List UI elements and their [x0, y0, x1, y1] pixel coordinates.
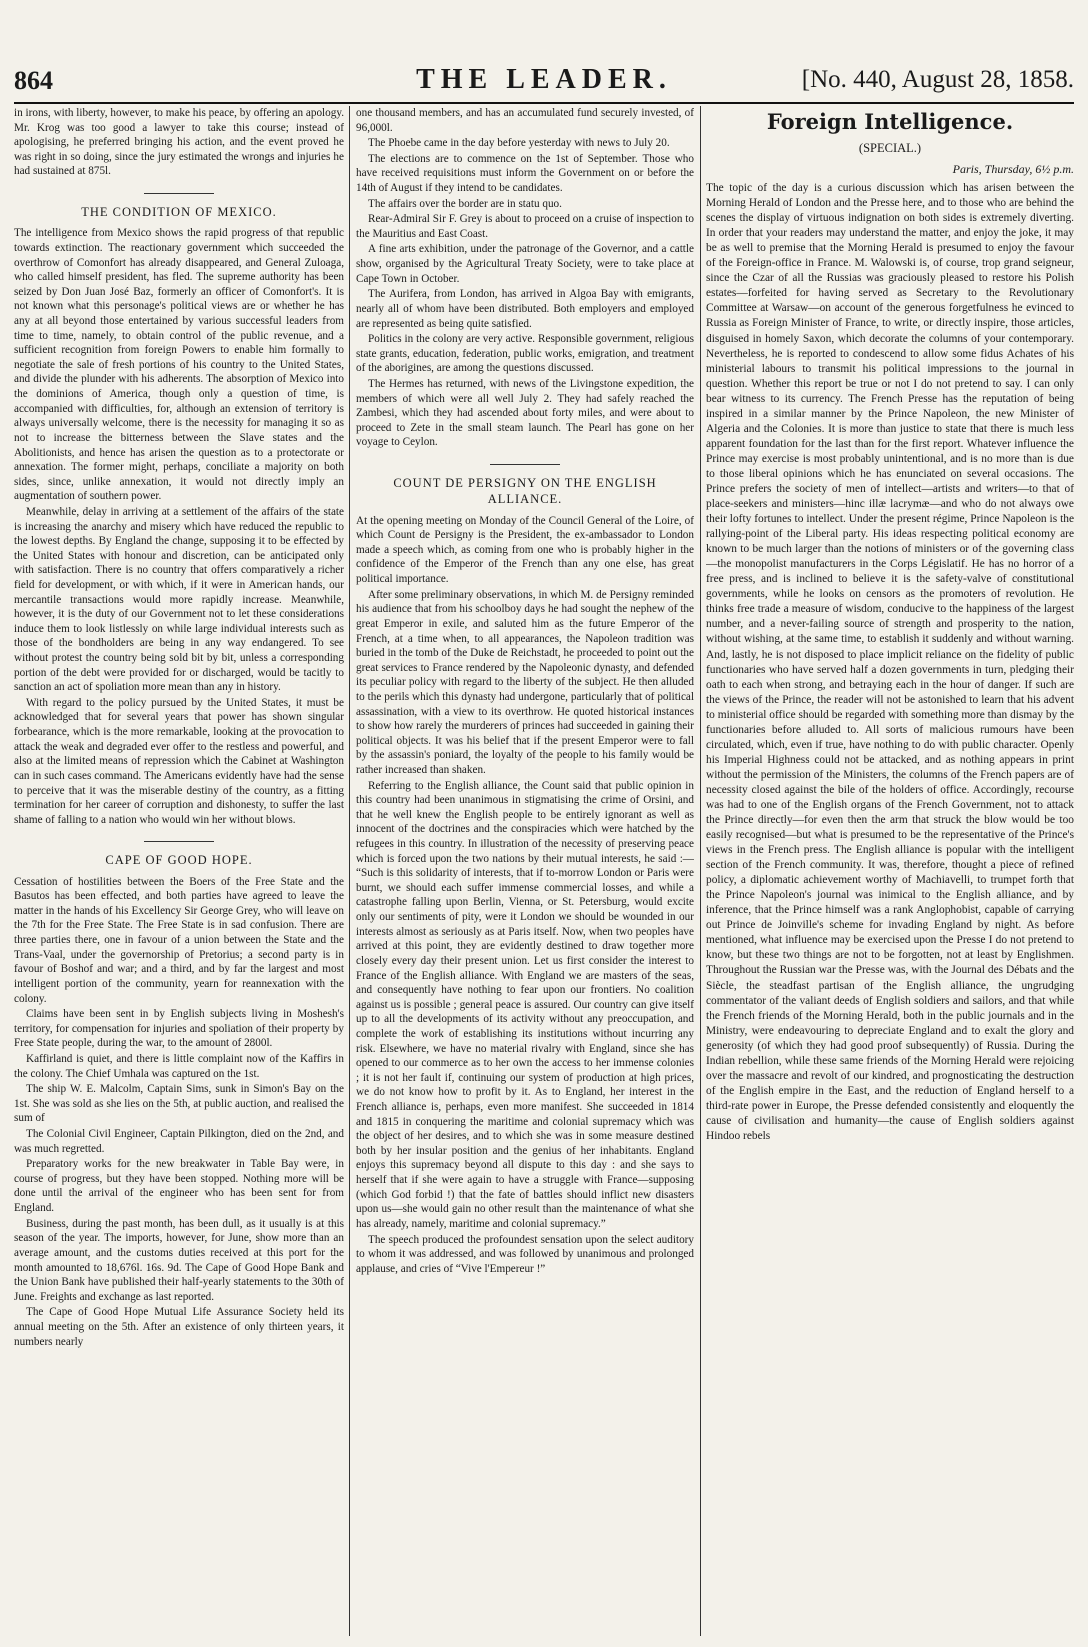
paragraph: Meanwhile, delay in arriving at a settlement of the affairs of the state is increasing the anarchy and misery which have reduced the republic to the lowest depths. By England the change, supposing it to be effected by the United States with honour and discretion, can be anticipated only with satisfaction. There is no country that offers comparatively a richer field for development, or with which, if it were in American hands, our mercantile transactions would more rapidly increase. Meanwhile, however, it is the duty of our Government not to let these considerations induce them to look listlessly on while large individual interests such as those of the bondholders are being in any way endangered. To see without protest the country being sold bit by bit, unless a corresponding portion of the debt were provided for or discharged, would be tacitly to sanction an act of spoliation more mean than any in history.	[14, 505, 344, 694]
newspaper-title: THE LEADER.	[416, 64, 672, 95]
page-number: 864	[14, 66, 53, 95]
heading-mexico: THE CONDITION OF MEXICO.	[81, 205, 277, 220]
column-rule	[700, 106, 701, 1636]
paragraph: Business, during the past month, has been dull, as it usually is at this season of the year. The imports, however, for June, show more than an average amount, and the customs duties received at this port for the month amounted to 18,676l. 16s. 9d. The Cape of Good Hope Bank and the Union Bank have published their half-yearly statements to the 30th of June. Freights and exchange as last reported.	[14, 1217, 344, 1303]
paragraph: The speech produced the profoundest sensation upon the select auditory to whom it was addressed, and was followed by unanimous and prolonged applause, and cries of “Vive l'Empereur !”	[356, 1233, 694, 1275]
heading-foreign-intelligence: Foreign Intelligence.	[766, 109, 1014, 134]
paragraph: Cessation of hostilities between the Boers of the Free State and the Basutos has been effected, and both parties have agreed to leave the matter in the hands of his Excellency Sir George Grey, who will leave on the 7th for the Free State. The Free State is in sad confusion. There are three parties there, one in favour of a union between the State and the Trans-Vaal, under the governorship of Pretorius; a second party is in favour of Boshof and war; and a third, and by far the largest and most intelligent portion of the community, yearn for reannexation with the colony.	[14, 875, 344, 1005]
paragraph: one thousand members, and has an accumulated fund securely invested, of 96,000l.	[356, 107, 694, 134]
section-divider	[144, 841, 214, 842]
paragraph: Claims have been sent in by English subjects living in Moshesh's territory, for compensation for injuries and spoliation of their property by Free State people, during the war, to the amount of 2800l.	[14, 1008, 344, 1050]
paragraph: A fine arts exhibition, under the patronage of the Governor, and a cattle show, organised by the Agricultural Treaty Society, were to take place at Cape Town in October.	[356, 243, 694, 285]
issue-date: [No. 440, August 28, 1858.	[801, 66, 1074, 93]
paragraph: The affairs over the border are in statu quo.	[368, 197, 562, 210]
paragraph: in irons, with liberty, however, to make his peace, by offering an apology. Mr. Krog was too good a lawyer to take this course; instead of apologising, he preferred bringing his action, and the event proved he was right in so doing, since the jury estimated the wrongs and injuries he had sustained at 875l.	[14, 107, 344, 178]
heading-cape: CAPE OF GOOD HOPE.	[105, 853, 253, 868]
paragraph: Preparatory works for the new breakwater in Table Bay were, in course of progress, but they have been stopped. Nothing more will be done until the arrival of the engineer who has been sent for from England.	[14, 1158, 344, 1215]
dateline: Paris, Thursday, 6½ p.m.	[952, 162, 1074, 177]
paragraph: The Aurifera, from London, has arrived in Algoa Bay with emigrants, nearly all of whom have been distributed. Both employers and employed are represented as being quite satisfied.	[356, 288, 694, 330]
paragraph: The intelligence from Mexico shows the rapid progress of that republic towards extinction. The reactionary government which succeeded the overthrow of Comonfort has already disappeared, and General Zuloaga, who called himself president, has fled. The supreme authority has been seized by Don Juan José Baz, formerly an officer of Comonfort's. It is not known what this personage's political views are or whether he has any at all beyond those entertained by various successful leaders from time to time, namely, to obtain control of the public revenue, and a sufficient recognition from foreign Powers to enable him formally to negotiate the sale of fresh portions of his country to the United States, and divide the plunder with his adherents. The absorption of Mexico into the dominions of America, though only a question of time, is accompanied with difficulties, for, although an extension of territory is always universally welcome, there is the necessity for managing it so as not to increase the bitterness between the Slave states and the Abolitionists, and hence has arisen the question as to a protectorate or annexation. The former might, perhaps, conciliate a majority on both sides, since, unlike annexation, it would not directly imply an augmentation of southern power.	[14, 227, 344, 503]
section-divider	[490, 464, 560, 465]
paragraph: At the opening meeting on Monday of the Council General of the Loire, of which Count de Persigny is the President, the ex-ambassador to London made a speech which, as coming from one who is probably higher in the confidence of the Emperor of the French than any one else, has great political importance.	[356, 514, 694, 586]
paragraph: The Cape of Good Hope Mutual Life Assurance Society held its annual meeting on the 5th. After an existence of only thirteen years, it numbers nearly	[14, 1306, 344, 1348]
column-1	[14, 106, 344, 1636]
column-3	[706, 106, 1074, 1636]
paragraph: Referring to the English alliance, the Count said that public opinion in this country had been unanimous in stigmatising the crime of Orsini, and that he well knew the English people to be entirely ignorant as well as innocent of the doctrines and the conspiracies which were hatched by the refugees in this country. In illustration of the necessity of preserving peace which is forced upon the two nations by their mutual interests, he said :— “Such is this solidarity of interests, that if to-morrow London or Paris were burnt, we should each suffer immense commercial losses, and while a catastrophe falling upon Berlin, Vienna, or St. Petersburg, would excite only our sentiments of pity, were it London we should be wounded in our interests almost as seriously as at Paris itself. Now, when two peoples have arrived at this point, they are evidently destined to draw together more closely every day their present union. Let us first consider the interest to France of the English alliance. With England we are masters of the seas, and consequently have nothing to fear upon our frontiers. No coalition against us is possible ; general peace is assured. Our country can give itself up to all the developments of its activity without any preoccupation, and complete the work of establishing its institutions without incurring any risk. Elsewhere, we have no material rivalry with England, since she has opened to our commerce as to her own the access to her immense colonies ; it is not her fault if, continuing our system of production at high prices, we do not know how to profit by it. As to England, her interest in the French alliance is, perhaps, even more manifest. She succeeded in 1814 and 1815 in conquering the maritime and colonial supremacy which was the object of her desires, and to which she was in some measure destined both by her insular position and the genius of her inhabitants. England enjoys this supremacy beyond all dispute to this day : and she says to herself that if she were again to have a struggle with France—supposing (which God forbid !) that the fate of battles should inflict new disasters upon us—she would gain no other result than the maintenance of what she has already, namely, maritime and colonial supremacy.”	[356, 779, 694, 1230]
heading-persigny: COUNT DE PERSIGNY ON THE ENGLISH ALLIANCE.	[393, 476, 657, 507]
paragraph: The topic of the day is a curious discussion which has arisen between the Morning Herald of London and the Presse here, and to those who are behind the scenes the display of virtuous indignation on both sides is extremely diverting. In order that your readers may understand the matter, and enjoy the joke, it may be as well to premise that the Morning Herald is presumed to enjoy the favour of the Foreign-office in France. M. Walowski is, of course, trop grand seigneur, since the Czar of all the Russias was graciously pleased to restore his Polish estates—forfeited for having served as Secretary to the Revolutionary Committee at Warsaw—on account of the generous forgetfulness he evinced to Russia as Foreign Minister of France, to write, or directly inspire, those articles, disguised in homely Saxon, which decorate the columns of your contemporary. Nevertheless, he is reported to condescend to allow some fidus Achates of his ministerial labours to transmit his political impressions to the journal in question. Whether this report be true or not I do not pretend to say. I can only bear witness to its currency. The French Presse has the reputation of being inspired in a similar manner by the Prince Napoleon, the new Minister of Algeria and the Colonies. It is more than justice to state that there is much less apparent foundation for the last than for the first report. Whatever influence the Prince may exercise is most probably unintentional, and is no more than is due to those liberal opinions which he has enunciated on several occasions. The Prince prefers the society of men of intellect—artists and writers—to that of place-seekers and ministers—hinc illæ lacrymæ—and who do not always owe their lofty fortunes to intellect. Under the present régime, Prince Napoleon is the rallying-point of the Liberal party. His ideas respecting political economy are known to be much larger than the notions of ministers or of the governing class—the monopolist manufacturers in the Corps Législatif. He has no horror of a free press, and is inclined to believe it is the safety-valve of constitutional governments, while he looks on censors as the promoters of revolution. He thinks free trade a measure of wisdom, conducive to the happiness of the largest number, and a never-failing source of strength and prosperity to the nation, without wishing, at the same time, to establish it suddenly and without warning. And, lastly, he is not disposed to place implicit reliance on the fidelity of public functionaries who have served half a dozen governments in turn, pledging their oath to each when strong, and betraying each in the hour of danger. If such are the views of the Prince, the reader will not be astonished to learn that his advent to ministerial office should be regarded with something more than dismay by the functionaries before alluded to. All sorts of malicious rumours have been circulated, which, even if true, have nothing to do with public character. Openly his Imperial Highness could not be attacked, and as nothing appears in print without the permission of the Ministers, the columns of the French papers are of necessity closed against the bile of the holders of office. Accordingly, recourse was had to one of the English organs of the French Government, not to attack the Prince directly—for even then the arm that struck the blow would be too easily recognised—but what is presumed to be the representative of the Prince's views in the French press. The English alliance is popular with the intelligent section of the French community. It was, therefore, thought a piece of refined policy, a diplomatic achievement worthy of Machiavelli, to trumpet forth that the Prince Napoleon's journal was inimical to the English alliance, and by inference, that the Prince himself was a rank Anglophobist, capable of carrying out Prince de Joinville's scheme for invading England by night. As before mentioned, what influence may be exercised upon the Presse I do not pretend to know, but these two things are not to be forgotten, not at least by Englishmen. Throughout the Russian war the Presse was, with the Journal des Débats and the Siècle, the steadfast partisan of the English alliance, the ungrudging commentator of the valiant deeds of English soldiers and sailors, and that while the French friends of the Morning Herald, both in the public journals and in the Ministry, were endeavouring to depreciate England and to exalt the glory and generosity (of which they had good proof subsequently) of Russia. During the Indian rebellion, while these same friends of the Morning Herald were rejoicing over the massacre and revolt of our kindred, and prognosticating the destruction of the English empire in the East, and the reduction of England herself to a third-rate power in Europe, the Presse defended consistently and eloquently the cause of civilisation and humanity—the cause of English soldiers against Hindoo rebels	[706, 182, 1074, 1142]
column-rule	[349, 106, 350, 1636]
special-label: (SPECIAL.)	[858, 140, 922, 155]
masthead	[14, 62, 1074, 104]
paragraph: Kaffirland is quiet, and there is little complaint now of the Kaffirs in the colony. The Chief Umhala was captured on the 1st.	[14, 1052, 344, 1080]
paragraph: The ship W. E. Malcolm, Captain Sims, sunk in Simon's Bay on the 1st. She was sold as she lies on the 5th, at public auction, and realised the sum of	[14, 1083, 344, 1125]
paragraph: The Colonial Civil Engineer, Captain Pilkington, died on the 2nd, and was much regretted.	[14, 1128, 344, 1155]
paragraph: The Hermes has returned, with news of the Livingstone expedition, the members of which were all well July 2. They had safely reached the Zambesi, which they had ascended about forty miles, and were about to proceed to Zete in the small steam launch. The Pearl has gone on her voyage to Ceylon.	[356, 377, 694, 449]
paragraph: The Phoebe came in the day before yesterday with news to July 20.	[368, 137, 670, 150]
paragraph: With regard to the policy pursued by the United States, it must be acknowledged that for several years that power has shown singular forbearance, which is the more remarkable, looking at the provocation to attack the weak and degraded ever offer to the restless and powerful, and also at the limited means of repression which the Cabinet at Washington can in such cases command. The Americans evidently have had the sense to perceive that it was the miserable destiny of the country, as a fitting termination for her career of corruption and dishonesty, to suffer the last shame of falling to a nation who would win her without blows.	[14, 696, 344, 826]
paragraph: The elections are to commence on the 1st of September. Those who have received requisitions must inform the Government on or before the 14th of August if they intend to be candidates.	[356, 152, 694, 195]
section-divider	[144, 193, 214, 194]
paragraph: Politics in the colony are very active. Responsible government, religious state grants, education, federation, public works, emigration, and treatment of the aborigines, are among the questions discussed.	[356, 333, 694, 375]
column-2	[356, 106, 694, 1636]
paragraph: After some preliminary observations, in which M. de Persigny reminded his audience that from his schoolboy days he had sought the nephew of the great Emperor in exile, and saluted him as the future Emperor of the French, at a time when, to all appearances, the Napoleon tradition was buried in the tomb of the Duke de Reichstadt, he proceeded to point out the great services to France rendered by the Napoleonic dynasty, and defended its peculiar policy with regard to the liberty of the subject. He then alluded to the perils which this dynasty had undergone, particularly that of political assassination, with a view to its overthrow. He quoted historical instances to show how rarely the murderers of princes had succeeded in gaining their political objects. It was his belief that if the present Emperor were to fall by the assassin's poniard, the loyalty of the people to his family would be rather increased than shaken.	[356, 588, 694, 776]
paragraph: Rear-Admiral Sir F. Grey is about to proceed on a cruise of inspection to the Mauritius and East Coast.	[356, 213, 694, 240]
